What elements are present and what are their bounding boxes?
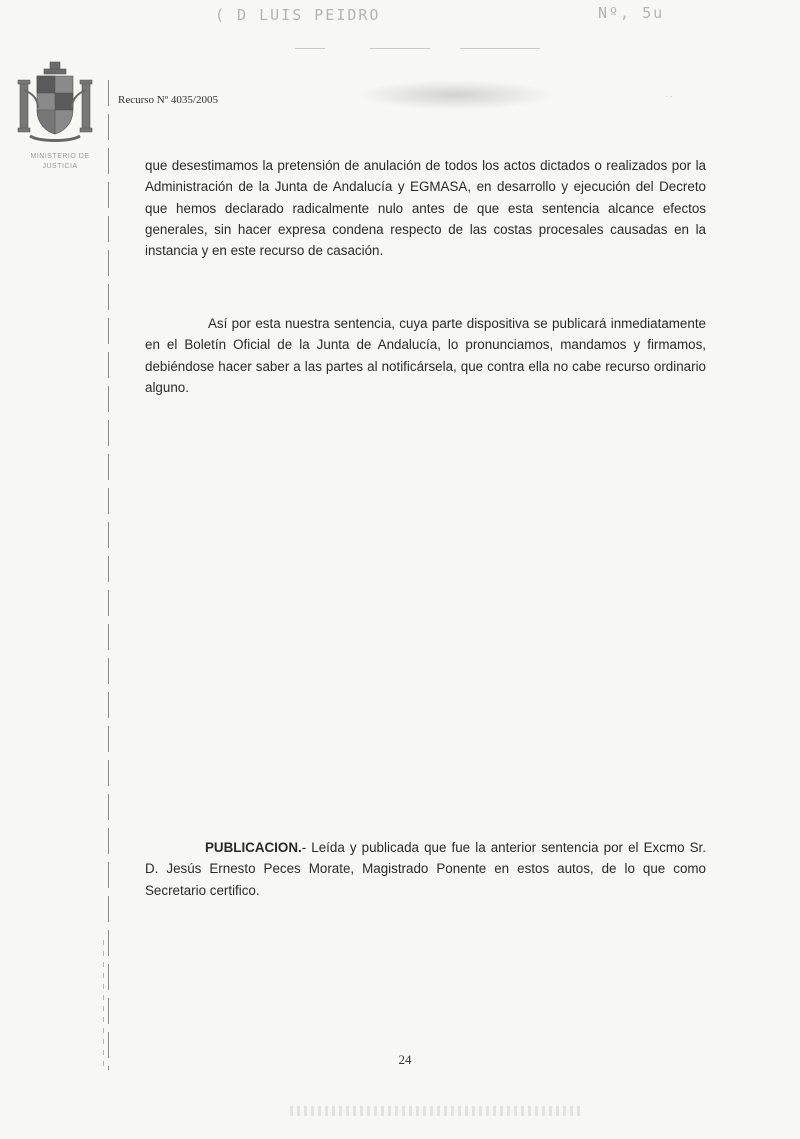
publication-text: - Leída y publicada que fue la anterior sentencia por el Excmo Sr. D. Jesús Ernesto Peces Morate, Magistrado Ponente en estos autos, de lo que como Secretario certifico. — [145, 840, 706, 898]
ministry-line: MINISTERIO DE — [30, 153, 90, 160]
margin-line — [108, 80, 109, 1070]
case-reference: Recurso Nº 4035/2005 — [118, 94, 218, 106]
ministry-line: JUSTICIA — [42, 163, 78, 170]
scan-artifact: · · — [665, 92, 673, 101]
scan-artifact — [290, 1106, 580, 1116]
page-number: 24 — [398, 1052, 412, 1067]
coat-of-arms-icon — [10, 60, 100, 154]
faded-stamp — [355, 80, 555, 110]
header-rule — [460, 48, 540, 49]
ruling-paragraph: que desestimamos la pretensión de anulación de todos los actos dictados o realizados por la Administración de la Junta de Andalucía y EGMASA, en desarrollo y ejecución del Decreto que hemos declarado radicalmente nulo antes de que esta sentencia alcance efectos generales, sin hacer expresa condena respecto de las costas procesales causadas en la instancia y en este recurso de casación. — [145, 158, 706, 259]
fax-header-number: Nº, 5u — [598, 4, 665, 22]
margin-line — [103, 940, 104, 1070]
header-rule — [370, 48, 430, 49]
publication-heading: PUBLICACION. — [205, 840, 302, 855]
ministry-name — [10, 152, 110, 172]
header-rule — [295, 48, 325, 49]
signature-paragraph: Así por esta nuestra sentencia, cuya parte dispositiva se publicará inmediatamente en el Boletín Oficial de la Junta de Andalucía, lo pronunciamos, mandamos y firmamos, debiéndose hacer saber a las partes al notificársela, que contra ella no cabe recurso ordinario alguno. — [145, 316, 706, 395]
fax-header-sender: ( D LUIS PEIDRO — [215, 6, 381, 24]
fax-header — [0, 4, 800, 32]
publication-paragraph — [145, 837, 706, 901]
